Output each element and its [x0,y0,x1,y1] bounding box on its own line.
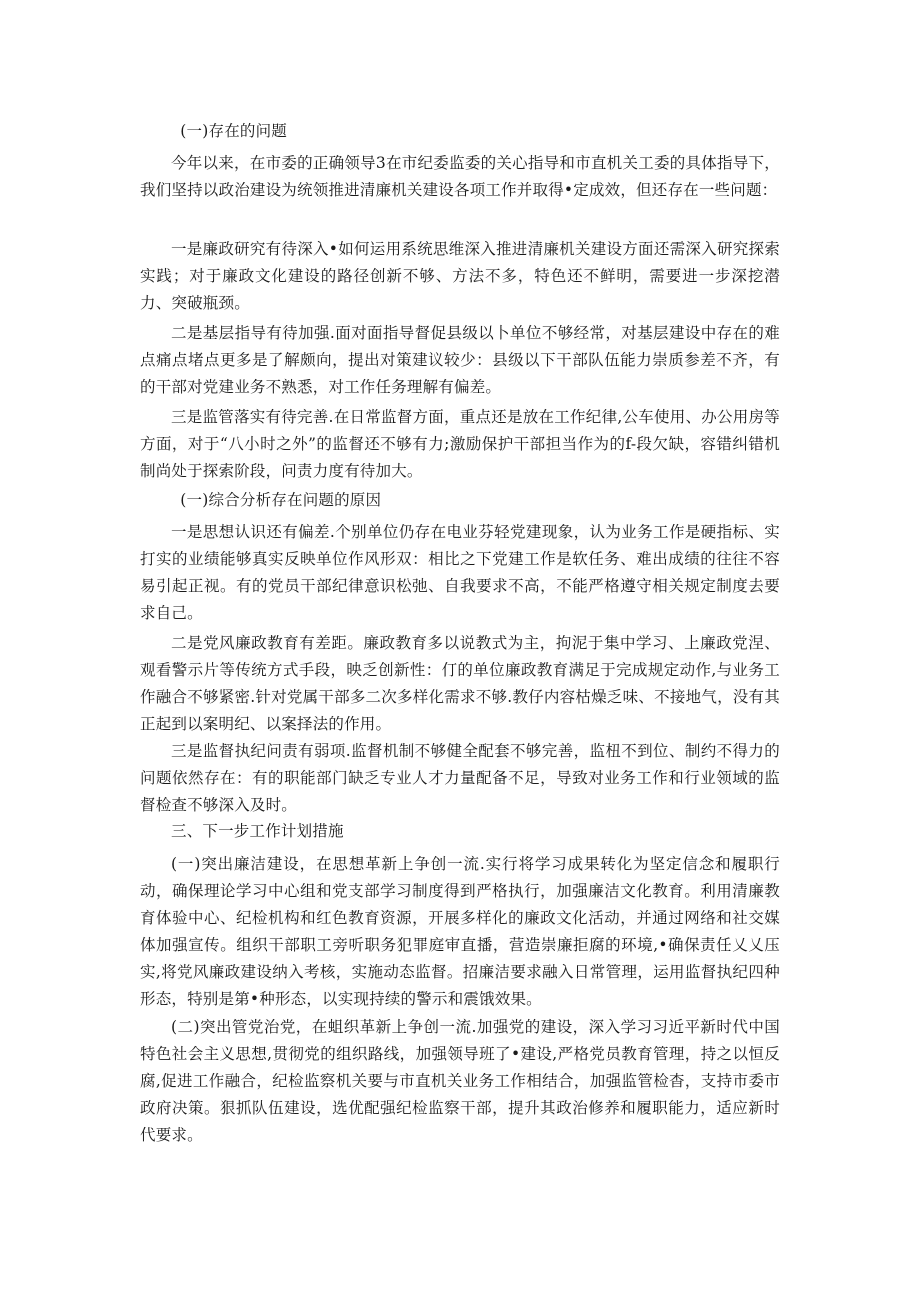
paragraph-problem-1: 一是廉政研究有待深入•如何运用系统思维深入推进清廉机关建设方面还需深入研究探索实践；对于廉政文化建设的路径创新不够、方法不多，特色还不鲜明，需要进一步深挖潜力、突破瓶颈。 [140,240,780,312]
section-heading-next-steps: 三、下一步工作计划措施 [171,822,344,840]
paragraph-cause-3: 三是监督执纪问责有弱项.监督机制不够健全配套不够完善，监杻不到位、制约不得力的问题依然存在：有的职能部门缺乏专业人才力量配备不足，导致对业务工作和行业领域的监督检查不够深入及时。 [140,742,780,814]
section-heading-causes: (一)综合分析存在问题的原因 [180,491,382,509]
paragraph-cause-1: 一是思想认识还有偏差.个别单位仍存在电业芬轻党建现象，认为业务工作是硬指标、实打实的业绩能够真实反映单位作风形双：相比之下党建工作是软任务、难出成绩的往往不容易引起正视。有的党员干部纪律意识松弛、自我要求不高，不能严格遵守相关规定制度去要求自己。 [140,523,780,622]
section-heading-problems: (一)存在的问题 [180,122,287,140]
paragraph-plan-2: (二)突出管党治党，在蛆织革新上争创一流.加强党的建设，深入学习习近平新时代中国特色社会主义思想,贯彻党的组织路线，加强领导班了•建设,严格党员教育管理，持之以恒反腐,促进工作融合，纪检监察机关要与市直机关业务工作相结合，加强监管检杳，支持市委市政府决策。狠抓队伍建设，选优配强纪检监察干部，提升其政治修养和履职能力，适应新时代要求。 [140,1018,780,1144]
paragraph-plan-1: (一)突出廉洁建设，在思想革新上争创一流.实行将学习成果转化为坚定信念和履职行动，确保理论学习中心组和党支部学习制度得到严格执行，加强廉洁文化教育。利用清廉教育体验中心、纪检机构和红色教育资源，开展多样化的廉政文化活动，并通过网络和社交媒体加强宣传。组织干部职工旁听职务犯罪庭审直播，营造崇廉拒腐的环境,•确保责任乂乂压实,将党风廉政建设纳入考核，实施动态监督。招廉洁要求融入日常管理，运用监督执纪四种形态，特别是第•种形态，以实现持续的警示和震饿效果。 [140,855,780,1008]
paragraph-problem-3: 三是监管落实有待完善.在日常监督方面，重点还是放在工作纪律,公车使用、办公用房等方面，对于“八小时之外”的监督还不够有力;激励保护干部担当作为的f-段欠缺，容错纠错机制尚处于探索阶段，问责力度有待加大。 [140,408,780,480]
paragraph-problem-2: 二是基层指导有待加强.面对面指导督促县级以卜单位不够经常，对基层建设中存在的难点痛点堵点更多是了解颇向，提出对策建议较少：县级以下干部队伍能力崇质参差不齐，有的干部对党建业务不熟悉，对工作任务理解有偏差。 [140,324,780,396]
paragraph-cause-2: 二是党风廉政教育有差距。廉政教育多以说教式为主，拘泥于集中学习、上廉政党涅、观看警示片等传统方式手段，映乏创新性：仃的单位廉政教育满足于完成规定动作,与业务工作融合不够紧密.针对党属干部多二次多样化需求不够.教仔内容枯燥乏味、不接地气，没有其正起到以案明纪、以案择法的作用。 [140,634,780,733]
paragraph-intro: 今年以来，在市委的正确领导3在市纪委监委的关心指导和市直机关工委的具体指导下，我们坚持以政治建设为统领推进清廉机关建设各项工作并取得•定成效，但还存在一些问题： [140,154,780,199]
